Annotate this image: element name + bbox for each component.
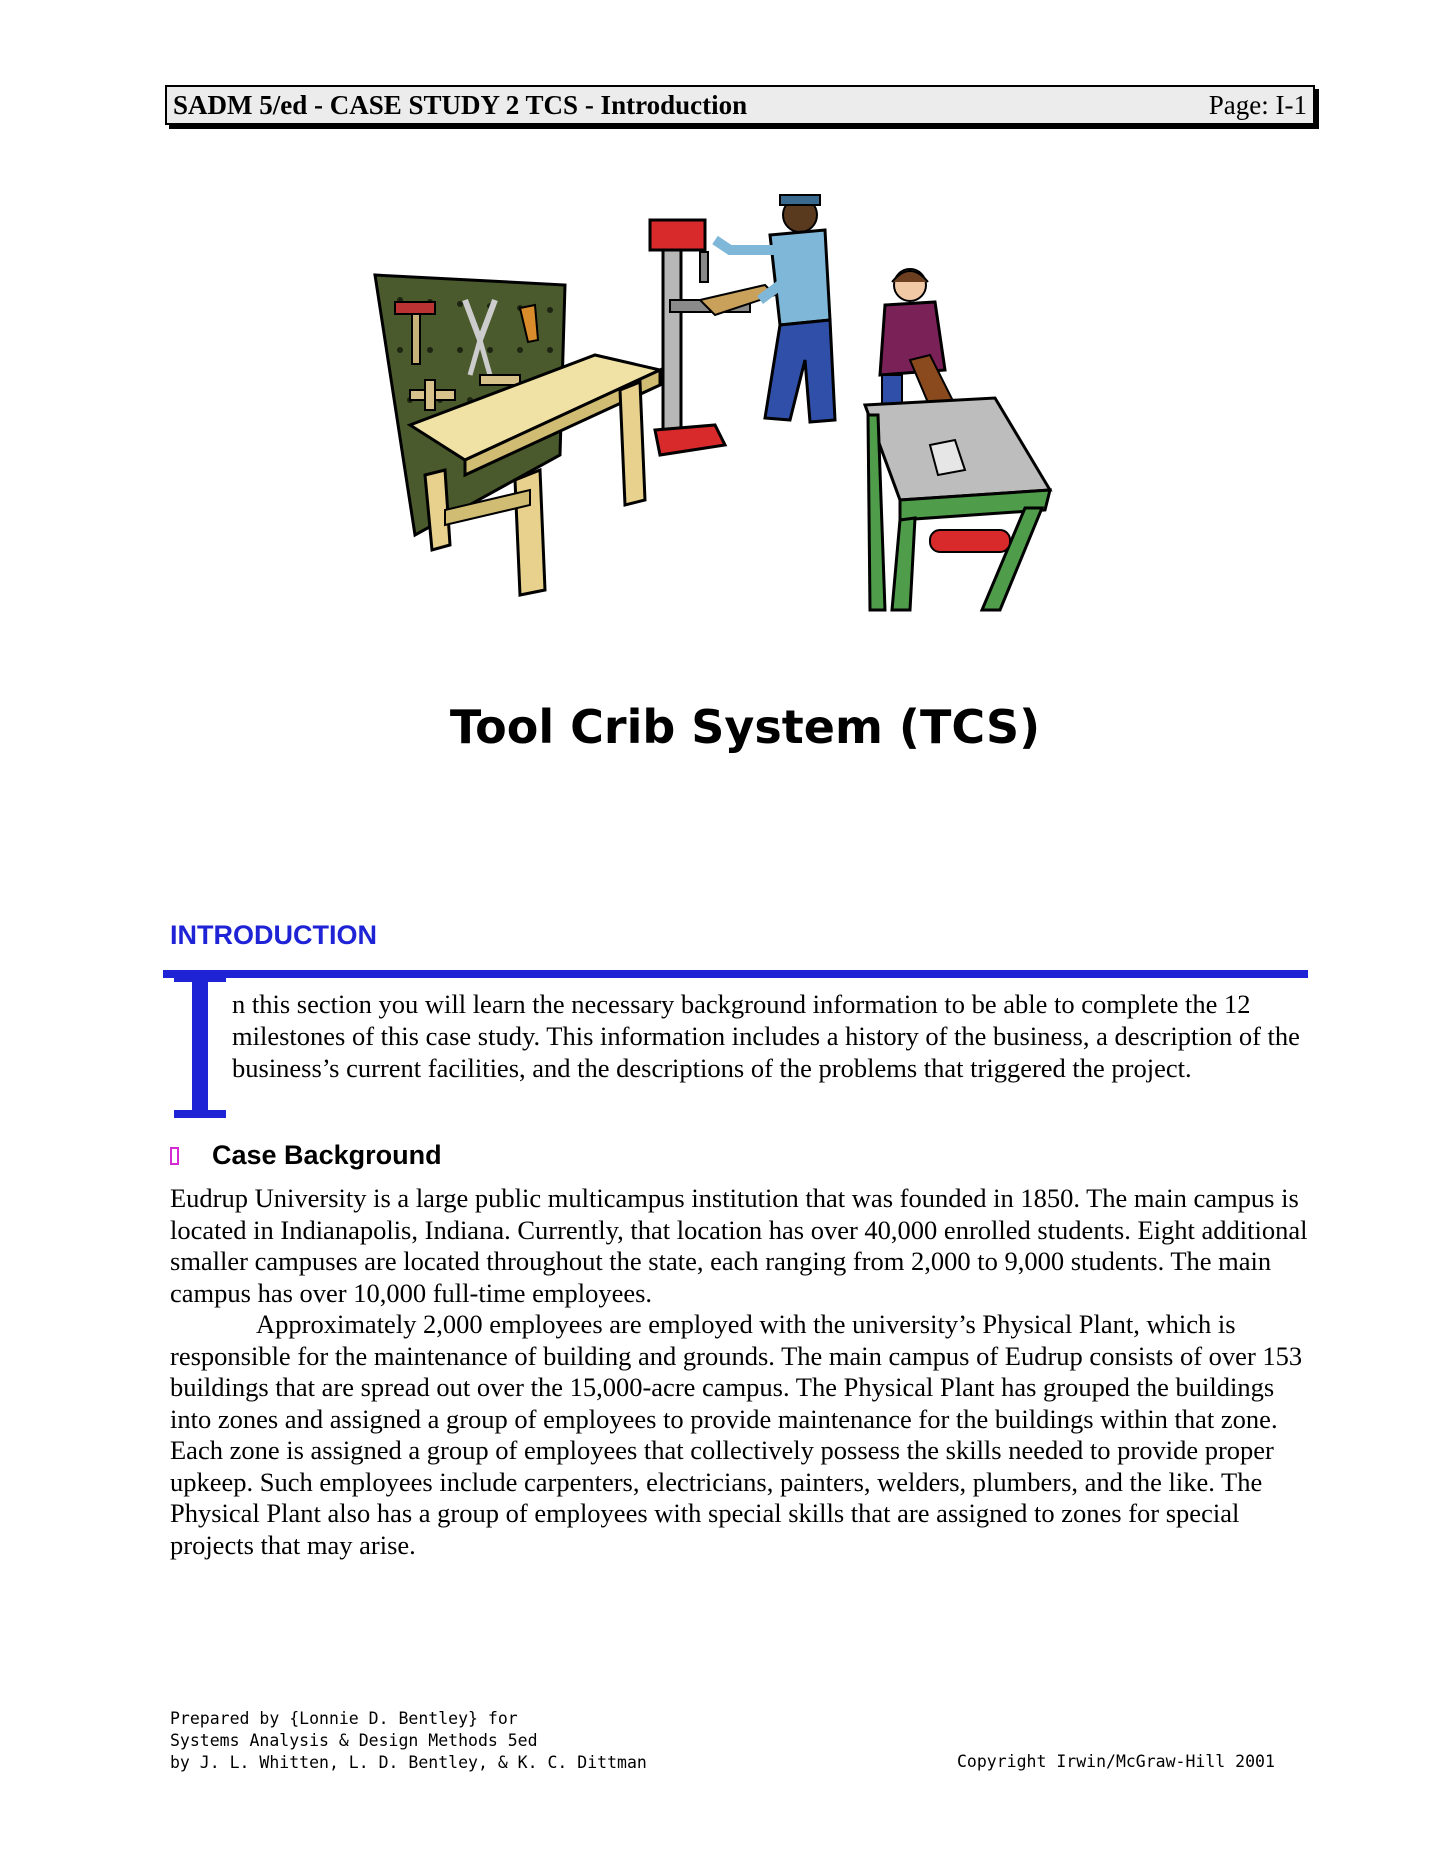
introduction-paragraph: n this section you will learn the necessary background information to be able to complete the 12 milestones of this case study. This information includes a history of the business, a description of the business’s current facilities, and the descriptions of the problems that triggered the project. (232, 989, 1300, 1083)
footer-line: by J. L. Whitten, L. D. Bentley, & K. C. Dittman (170, 1753, 647, 1772)
header-page-number: Page: I-1 (1208, 89, 1307, 120)
introduction-heading: INTRODUCTION (170, 920, 377, 950)
case-paragraph-1: Eudrup University is a large public multicampus institution that was founded in 1850. The main campus is located in Indianapolis, Indiana. Currently, that location has over 40,000 enrolled students. Eight additional smaller campuses are located throughout the state, each ranging from 2,000 to 9,000 students. The main campus has over 10,000 full-time employees. (170, 1183, 1308, 1308)
case-background-body (170, 1183, 1315, 1561)
header-title: SADM 5/ed - CASE STUDY 2 TCS - Introduction (173, 89, 748, 120)
section-divider (163, 970, 1308, 978)
page-header (165, 85, 1315, 125)
footer-credits (170, 1708, 647, 1774)
footer-copyright: Copyright Irwin/McGraw-Hill 2001 (957, 1752, 1275, 1771)
footer-line: Prepared by {Lonnie D. Bentley} for (170, 1709, 518, 1728)
square-bullet-icon (170, 1147, 179, 1165)
case-background-heading: Case Background (212, 1140, 442, 1170)
document-title: Tool Crib System (TCS) (449, 700, 1041, 754)
workshop-clipart-icon (370, 190, 1090, 620)
drop-cap-i (172, 972, 228, 1120)
case-paragraph-2: Approximately 2,000 employees are employed with the university’s Physical Plant, which is responsible for the maintenance of building and grounds. The main campus of Eudrup consists of over 153 buildings that are spread out over the 15,000-acre campus. The Physical Plant has grouped the buildings into zones and assigned a group of employees to provide maintenance for the buildings within that zone. Each zone is assigned a group of employees that collectively possess the skills needed to provide proper upkeep. Such employees include carpenters, electricians, painters, welders, plumbers, and the like. The Physical Plant also has a group of employees with special skills that are assigned to zones for special projects that may arise. (170, 1309, 1303, 1560)
footer-line: Systems Analysis & Design Methods 5ed (170, 1731, 538, 1750)
